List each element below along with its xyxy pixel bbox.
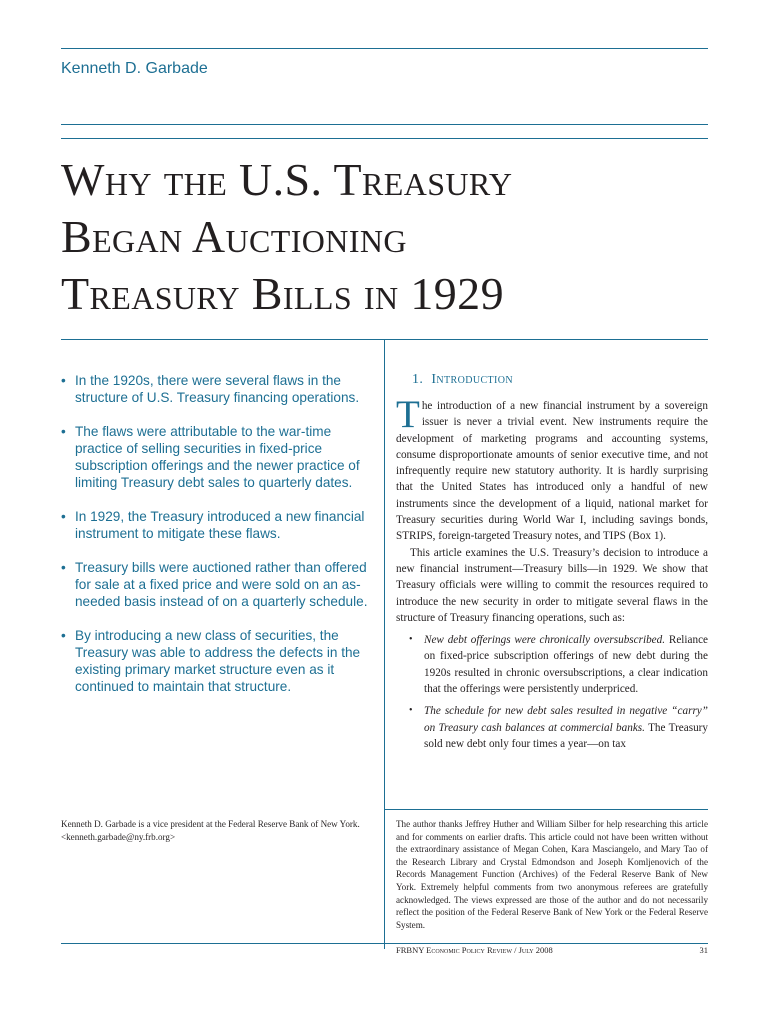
summary-bullet: • Treasury bills were auctioned rather than offered for sale at a fixed price and were sold on an as-needed basis instead of on a quarterly schedule. <box>61 560 368 609</box>
title-line-1: Why the U.S. Treasury <box>61 154 513 205</box>
page-footer <box>396 945 708 955</box>
flaw-item: • The schedule for new debt sales resulted in negative “carry” on Treasury cash balances at commercial banks. The Treasury sold new debt only four times a year—on tax <box>409 705 708 750</box>
footer-rule <box>384 943 708 944</box>
summary-bullets <box>61 372 369 712</box>
author-email: <kenneth.garbade@ny.frb.org> <box>61 831 176 842</box>
author-rule-1 <box>61 124 708 125</box>
summary-bullet: • The flaws were attributable to the war-time practice of selling securities in fixed-price subscription offerings and the newer practice of limiting Treasury debt sales to quarterly dates. <box>61 424 360 490</box>
page-number: 31 <box>699 945 708 955</box>
footnote-rule-left <box>61 943 384 944</box>
author-name: Kenneth D. Garbade <box>61 60 208 77</box>
title-line-3: Treasury Bills in 1929 <box>61 268 504 319</box>
body-column <box>396 372 708 758</box>
author-rule-2 <box>61 138 708 139</box>
journal-name: FRBNY Economic Policy Review / July 2008 <box>396 945 553 955</box>
summary-bullet: • In the 1920s, there were several flaws in the structure of U.S. Treasury financing operations. <box>61 373 360 405</box>
summary-bullet: • In 1929, the Treasury introduced a new financial instrument to mitigate these flaws. <box>61 509 365 541</box>
top-rule <box>61 48 708 49</box>
intro-paragraph-1: The introduction of a new financial instrument by a sovereign issuer is never a trivial event. New instruments require the development of marketing programs and accounting systems, consume disproportionate amounts of senior executive time, and not infrequently require new statutory authority. It is hardly surprising that the United States has introduced only a handful of new instruments since the development of a liquid, national market for Treasury securities during World War I, including savings bonds, STRIPS, foreign-targeted Treasury notes, and TIPS (Box 1). <box>396 393 708 543</box>
section-number: 1. <box>412 372 424 387</box>
flaw-item: • New debt offerings were chronically oversubscribed. Reliance on fixed-price subscription offerings of new debt during the 1920s resulted in chronic oversubscriptions, a clear indication that the offerings were persistently underpriced. <box>409 634 708 696</box>
drop-cap: T <box>396 393 420 436</box>
title-line-2: Began Auctioning <box>61 211 407 262</box>
author-note <box>61 818 361 843</box>
flaw-list <box>396 632 708 752</box>
article-title <box>61 151 701 322</box>
acknowledgment-note: The author thanks Jeffrey Huther and William Silber for help researching this article and for comments on earlier drafts. This article could not have been written without the extraordinary assistance of Megan Cohen, Kara Masciangelo, and Mary Tao of the Research Library and Crystal Edmondson and Joseph Komljenovich of the Records Management Function (Archives) of the Federal Reserve Bank of New York. Extremely helpful comments from two anonymous referees are gratefully acknowledged. The views expressed are those of the author and do not necessarily reflect the position of the Federal Reserve Bank of New York or the Federal Reserve System. <box>396 819 708 930</box>
intro-paragraph-2: This article examines the U.S. Treasury’s decision to introduce a new financial instrument—Treasury bills—in 1929. We show that Treasury officials were willing to commit the resources required to introduce the new security in order to mitigate several flaws in the structure of Treasury financing operations, such as: <box>396 546 708 624</box>
section-heading <box>412 372 708 388</box>
author-affiliation: Kenneth D. Garbade is a vice president at the Federal Reserve Bank of New York. <box>61 819 360 829</box>
column-divider <box>384 339 385 949</box>
summary-bullet: • By introducing a new class of securities, the Treasury was able to address the defects in the existing primary market structure even as it continued to maintain that structure. <box>61 628 361 694</box>
section-title: Introduction <box>431 372 513 387</box>
footnote-rule-right <box>384 809 708 810</box>
